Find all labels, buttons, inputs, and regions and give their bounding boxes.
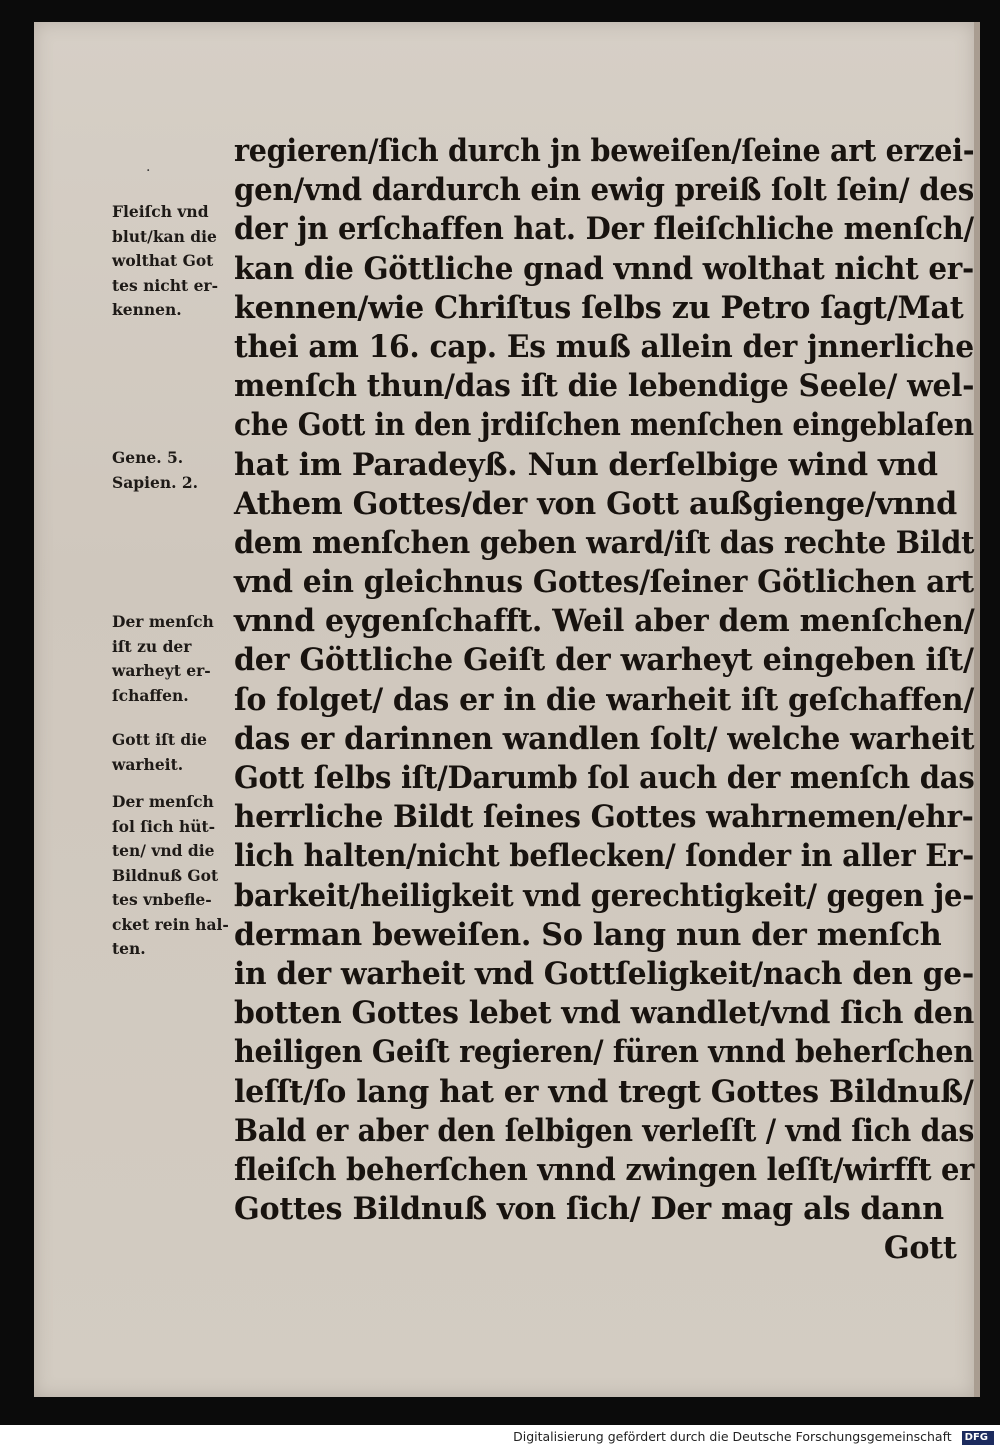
book-page <box>34 22 980 1397</box>
text-line: in der warheit vnd Gottſeligkeit/nach den ge- <box>234 955 974 992</box>
text-line: gen/vnd dardurch ein ewig preiß ſolt ſein/ des <box>234 172 974 209</box>
marginal-line: ten/ vnd die <box>112 841 215 860</box>
text-line: lich halten/nicht beflecken/ ſonder in aller Er- <box>234 838 974 875</box>
marginal-line: Der menſch <box>112 612 214 631</box>
text-line: thei am 16. cap. Es muß allein der jnnerliche <box>234 328 974 365</box>
marginal-line: warheit. <box>112 754 184 774</box>
marginal-line: ten. <box>112 939 146 958</box>
marginal-line: Der menſch <box>112 792 214 811</box>
text-line: herrliche Bildt ſeines Gottes wahrnemen/ehr- <box>234 799 974 836</box>
marginal-line: Fleiſch vnd <box>112 202 209 221</box>
text-line: che Gott in den jrdiſchen menſchen eingeblaſen <box>234 407 974 444</box>
text-line: botten Gottes lebet vnd wandlet/vnd ſich den <box>234 995 975 1032</box>
catchword: Gott <box>883 1230 957 1267</box>
text-line: der jn erſchaffen hat. Der fleiſchliche menſch/ <box>234 211 974 248</box>
marginal-line: blut/kan die <box>112 226 217 246</box>
text-line: Athem Gottes/der von Gott außgienge/vnnd <box>234 485 957 522</box>
marginal-line: Gott iſt die <box>112 730 207 749</box>
marginal-line: Bildnuß Got <box>112 865 219 885</box>
marginal-line: Gene. 5. <box>112 448 184 467</box>
text-line: fleiſch beherſchen vnnd zwingen leſſt/wirfft er <box>234 1151 975 1188</box>
digitization-footer <box>0 1425 1000 1449</box>
marginal-line: ſchaffen. <box>112 685 189 705</box>
text-line: ſo folget/ das er in die warheit iſt geſchaffen/ <box>234 681 974 718</box>
footer-text: Digitalisierung gefördert durch die Deutsche Forschungsgemeinschaft <box>513 1429 952 1444</box>
dfg-logo: DFG <box>962 1431 994 1445</box>
text-line: dem menſchen geben ward/iſt das rechte Bildt <box>234 524 975 561</box>
marginal-line: cket rein hal- <box>112 914 229 934</box>
text-line: kan die Göttliche gnad vnnd wolthat nicht er- <box>234 250 974 287</box>
text-line: kennen/wie Chriſtus ſelbs zu Petro ſagt/Mat <box>234 289 964 326</box>
text-line: vnnd eygenſchafft. Weil aber dem menſchen/ <box>234 603 975 640</box>
marginal-line: ſol ſich hüt- <box>112 816 216 836</box>
text-line: Gott ſelbs iſt/Darumb ſol auch der menſch das <box>234 760 975 796</box>
text-line: regieren/ſich durch jn beweiſen/ſeine art erzei- <box>234 133 975 169</box>
text-line: vnd ein gleichnus Gottes/ſeiner Götlichen art <box>234 564 974 601</box>
text-line: Bald er aber den ſelbigen verleſſt / vnd ſich das <box>234 1112 975 1149</box>
text-line: barkeit/heiligkeit vnd gerechtigkeit/ gegen je- <box>234 877 974 914</box>
text-line: Gottes Bildnuß von ſich/ Der mag als dann <box>234 1191 944 1228</box>
text-line: hat im Paradeyß. Nun derſelbige wind vnd <box>234 446 938 483</box>
text-line: leſſt/ſo lang hat er vnd tregt Gottes Bildnuß/ <box>234 1073 974 1110</box>
marginal-line: kennen. <box>112 300 182 319</box>
body-text <box>234 132 994 1268</box>
marginal-line: iſt zu der <box>112 636 192 656</box>
margin-mark: . <box>146 159 151 175</box>
text-line: derman beweiſen. So lang nun der menſch <box>234 916 942 953</box>
marginal-line: warheyt er- <box>112 661 211 680</box>
marginal-line: tes nicht er- <box>112 275 219 295</box>
text-line: menſch thun/das iſt die lebendige Seele/ wel- <box>234 368 975 405</box>
marginal-line: Sapien. 2. <box>112 472 199 492</box>
text-line: heiligen Geiſt regieren/ füren vnnd beherſchen <box>234 1034 974 1071</box>
text-line: das er darinnen wandlen ſolt/ welche warheit <box>234 720 975 757</box>
text-line: der Göttliche Geiſt der warheyt eingeben iſt/ <box>234 642 974 679</box>
marginal-line: tes vnbefle- <box>112 890 212 909</box>
marginal-line: wolthat Got <box>112 251 214 270</box>
